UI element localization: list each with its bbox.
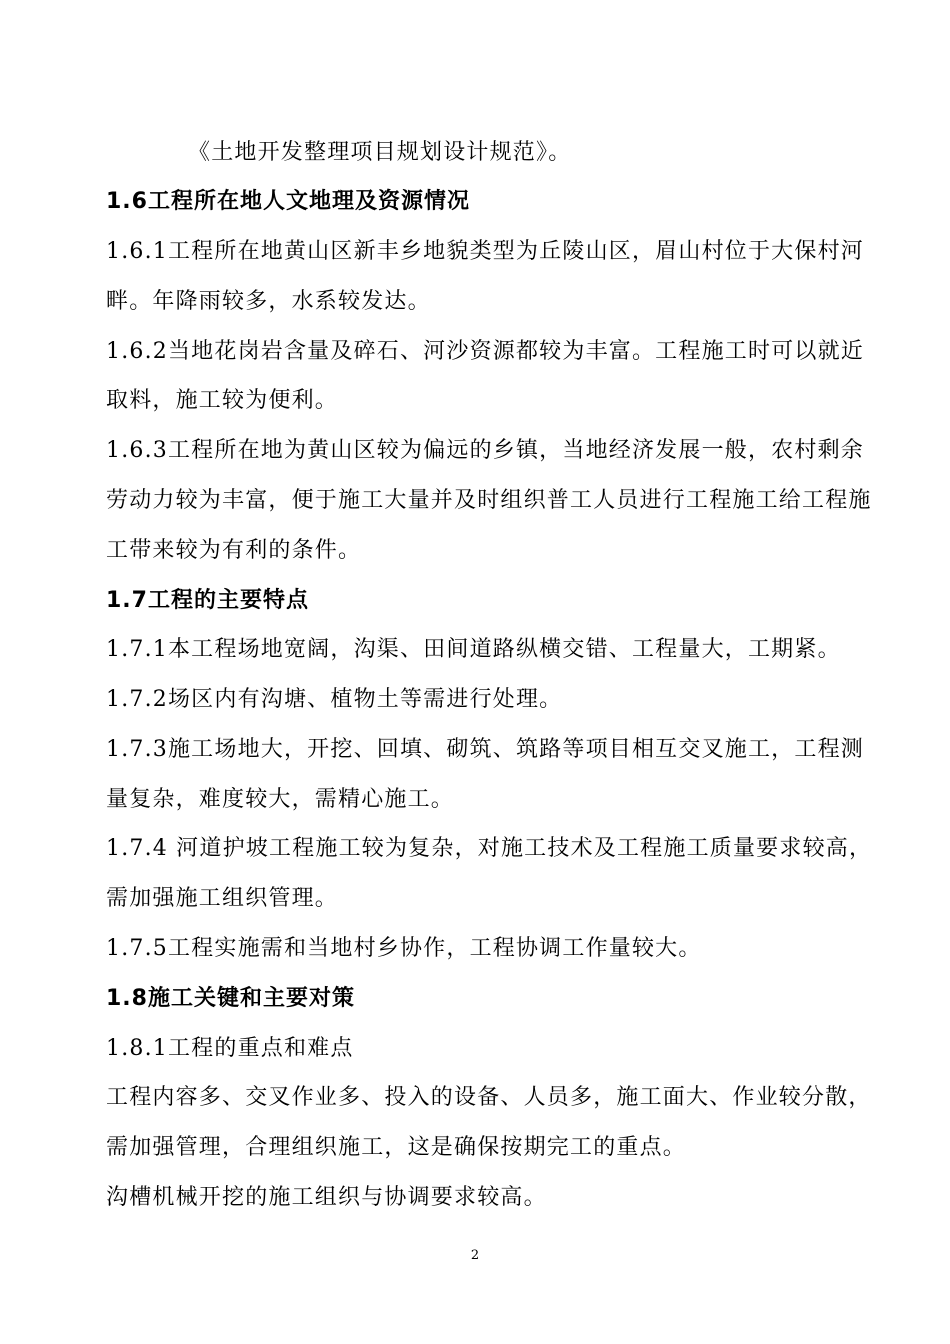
text-line: 1.7.1本工程场地宽阔，沟渠、田间道路纵横交错、工程量大，工期紧。 bbox=[106, 637, 841, 662]
section-heading-1-8: 1.8施工关键和主要对策 bbox=[106, 986, 355, 1011]
text-line: 1.7.5工程实施需和当地村乡协作，工程协调工作量较大。 bbox=[106, 936, 702, 961]
text-line: 畔。年降雨较多，水系较发达。 bbox=[106, 289, 431, 314]
text-line: 1.8.1工程的重点和难点 bbox=[106, 1036, 354, 1061]
text-line: 1.7.4 河道护坡工程施工较为复杂，对施工技术及工程施工质量要求较高， bbox=[106, 836, 873, 861]
section-heading-1-6: 1.6工程所在地人文地理及资源情况 bbox=[106, 189, 470, 214]
text-line: 沟槽机械开挖的施工组织与协调要求较高。 bbox=[106, 1185, 547, 1210]
text-line: 1.6.3工程所在地为黄山区较为偏远的乡镇，当地经济发展一般，农村剩余 bbox=[106, 438, 864, 463]
text-line: 需加强管理，合理组织施工，这是确保按期完工的重点。 bbox=[106, 1135, 687, 1160]
text-line: 1.7.3施工场地大，开挖、回填、砌筑、筑路等项目相互交叉施工，工程测 bbox=[106, 737, 864, 762]
text-line: 1.6.2当地花岗岩含量及碎石、河沙资源都较为丰富。工程施工时可以就近 bbox=[106, 339, 864, 364]
section-heading-1-7: 1.7工程的主要特点 bbox=[106, 588, 309, 613]
text-line: 工带来较为有利的条件。 bbox=[106, 538, 362, 563]
page-number: 2 bbox=[470, 1248, 480, 1263]
text-line: 《土地开发整理项目规划设计规范》。 bbox=[188, 140, 572, 165]
text-line: 取料，施工较为便利。 bbox=[106, 388, 339, 413]
text-line: 工程内容多、交叉作业多、投入的设备、人员多，施工面大、作业较分散， bbox=[106, 1085, 872, 1110]
text-line: 劳动力较为丰富，便于施工大量并及时组织普工人员进行工程施工给工程施 bbox=[106, 488, 872, 513]
text-line: 1.7.2场区内有沟塘、植物土等需进行处理。 bbox=[106, 687, 563, 712]
text-line: 需加强施工组织管理。 bbox=[106, 886, 339, 911]
text-line: 量复杂，难度较大，需精心施工。 bbox=[106, 787, 455, 812]
text-line: 1.6.1工程所在地黄山区新丰乡地貌类型为丘陵山区，眉山村位于大保村河 bbox=[106, 239, 864, 264]
